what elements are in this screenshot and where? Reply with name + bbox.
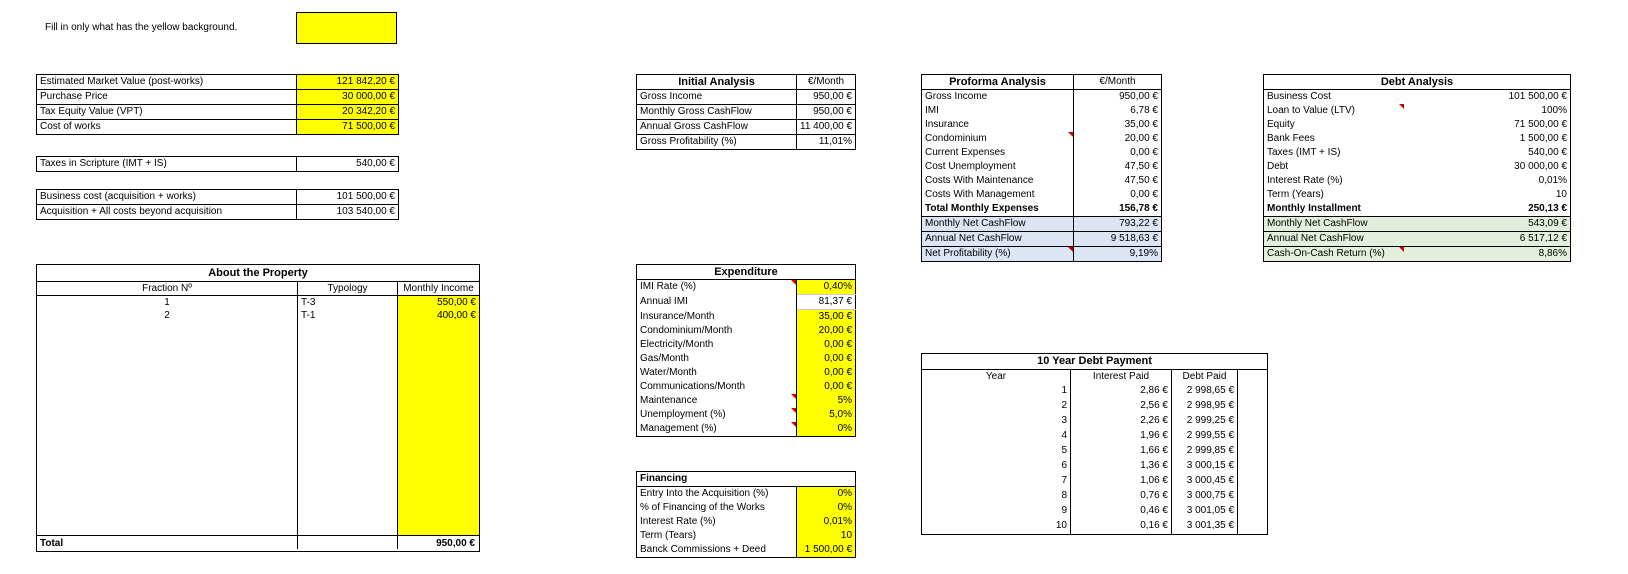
- financing-row: [637, 529, 856, 543]
- fraction-cell: 2: [164, 310, 170, 321]
- proforma-label: Costs With Maintenance: [922, 174, 1074, 188]
- fraction-cell: 1: [164, 297, 170, 308]
- column-header-typology: Typology: [298, 282, 397, 296]
- initial-label: Gross Income: [637, 90, 797, 105]
- column-header-income: Monthly Income: [398, 282, 479, 296]
- year-cell: 2: [1061, 400, 1067, 411]
- proforma-label: Gross Income: [922, 90, 1074, 105]
- financing-row: [637, 501, 856, 515]
- interest-cell: 1,66 €: [1140, 445, 1168, 456]
- debt-row: [1264, 90, 1571, 105]
- input-label: Purchase Price: [37, 90, 297, 105]
- proforma-row: [922, 160, 1162, 174]
- debt-value: 10: [1555, 189, 1567, 200]
- proforma-value: 20,00 €: [1124, 133, 1158, 144]
- debt-row: [1264, 104, 1571, 118]
- financing-label: Term (Tears): [637, 529, 797, 543]
- proforma-title: Proforma Analysis: [922, 75, 1074, 90]
- debt-result-row: [1264, 247, 1571, 262]
- interest-cell: 1,06 €: [1140, 475, 1168, 486]
- proforma-result-value: 9,19%: [1074, 247, 1162, 262]
- debt-paid-cell: 2 999,25 €: [1186, 415, 1234, 426]
- expenditure-label: Condominium/Month: [637, 324, 797, 338]
- financing-row: [637, 487, 856, 502]
- proforma-result-row: [922, 232, 1162, 247]
- expenditure-label: Annual IMI: [637, 295, 797, 310]
- input-row-cost-works: [37, 120, 399, 135]
- expenditure-row: [637, 280, 856, 295]
- proforma-result-value: 9 518,63 €: [1074, 232, 1162, 247]
- inputs-body: [37, 75, 399, 135]
- financing-header: [637, 472, 856, 487]
- expenditure-row: [637, 394, 856, 408]
- initial-analysis-table: [636, 74, 856, 150]
- initial-value: 11 400,00 €: [797, 120, 856, 135]
- interest-cell: 2,26 €: [1140, 415, 1168, 426]
- instruction-text: Fill in only what has the yellow background.: [45, 22, 238, 33]
- debt-paid-cell: 2 998,65 €: [1186, 385, 1234, 396]
- debt-paid-cell: 3 001,05 €: [1186, 505, 1234, 516]
- debt-result-row: [1264, 217, 1571, 232]
- proforma-row: [922, 188, 1162, 202]
- interest-cell: 0,76 €: [1140, 490, 1168, 501]
- initial-value: 950,00 €: [797, 105, 856, 120]
- proforma-result-row: [922, 217, 1162, 232]
- column-header-year: Year: [985, 371, 1007, 382]
- proforma-result-label: Monthly Net CashFlow: [922, 217, 1074, 232]
- debt-value: 0,01%: [1538, 175, 1567, 186]
- initial-row: [637, 120, 856, 135]
- column-header-debt-paid: Debt Paid: [1182, 371, 1227, 382]
- taxes-label: Taxes in Scripture (IMT + IS): [37, 157, 297, 172]
- costs-table: [36, 189, 399, 220]
- debt-paid-cell: 3 001,35 €: [1186, 520, 1234, 531]
- initial-title: Initial Analysis: [637, 75, 797, 90]
- annual-imi-value: 81,37 €: [797, 295, 856, 310]
- proforma-unit: €/Month: [1074, 75, 1162, 90]
- proforma-label: Current Expenses: [922, 146, 1074, 160]
- interest-cell: 0,16 €: [1140, 520, 1168, 531]
- debt-label: Interest Rate (%): [1267, 175, 1343, 186]
- debt-payment-title: 10 Year Debt Payment: [922, 354, 1267, 370]
- expenditure-label: Electricity/Month: [637, 338, 797, 352]
- debt-value: 1 500,00 €: [1519, 133, 1567, 144]
- expenditure-row: [637, 310, 856, 325]
- electricity-input[interactable]: 0,00 €: [797, 338, 856, 352]
- purchase-price-input[interactable]: 30 000,00 €: [297, 90, 399, 105]
- gas-input[interactable]: 0,00 €: [797, 352, 856, 366]
- debt-header: [1264, 75, 1571, 90]
- proforma-label: Costs With Management: [922, 188, 1074, 202]
- debt-label: Debt: [1267, 161, 1289, 172]
- expenditure-title: Expenditure: [637, 265, 856, 280]
- debt-row: [1264, 174, 1571, 188]
- debt-paid-cell: 3 000,45 €: [1186, 475, 1234, 486]
- proforma-label: IMI: [922, 104, 1074, 118]
- year-cell: 8: [1061, 490, 1067, 501]
- debt-result-label: Cash-On-Cash Return (%): [1264, 247, 1404, 262]
- insurance-input[interactable]: 35,00 €: [797, 310, 856, 325]
- financing-label: Banck Commissions + Deed: [637, 543, 797, 558]
- proforma-row: [922, 174, 1162, 188]
- vpt-input[interactable]: 20 342,20 €: [297, 105, 399, 120]
- expenditure-row: [637, 295, 856, 310]
- income-input[interactable]: 550,00 €: [437, 297, 476, 308]
- expenditure-row: [637, 338, 856, 352]
- debt-result-value: 8,86%: [1404, 247, 1571, 262]
- taxes-row: [37, 157, 399, 172]
- proforma-value: 6,78 €: [1130, 105, 1158, 116]
- debt-label: Equity: [1267, 119, 1295, 130]
- expenditure-label: Unemployment (%): [637, 408, 797, 422]
- proforma-header: [922, 75, 1162, 90]
- water-input[interactable]: 0,00 €: [797, 366, 856, 380]
- input-row-vpt: [37, 105, 399, 120]
- communications-input[interactable]: 0,00 €: [797, 380, 856, 394]
- column-header-interest: Interest Paid: [1092, 371, 1150, 382]
- property-typology-column: [298, 282, 398, 549]
- proforma-result-row: [922, 247, 1162, 262]
- proforma-row: [922, 104, 1162, 118]
- initial-row: [637, 105, 856, 120]
- year-cell: 6: [1061, 460, 1067, 471]
- debt-label: Taxes (IMT + IS): [1267, 147, 1341, 158]
- maintenance-input[interactable]: 5%: [797, 394, 856, 408]
- bank-commissions-input[interactable]: 1 500,00 €: [797, 543, 856, 558]
- input-label: Tax Equity Value (VPT): [37, 105, 297, 120]
- property-fraction-column: [37, 282, 298, 549]
- input-label: Estimated Market Value (post-works): [37, 75, 297, 90]
- proforma-result-label: Annual Net CashFlow: [922, 232, 1074, 247]
- debt-total-label: Monthly Installment: [1267, 203, 1361, 214]
- expenditure-row: [637, 380, 856, 394]
- proforma-result-label: Net Profitability (%): [922, 247, 1074, 262]
- financing-works-input[interactable]: 0%: [797, 501, 856, 515]
- proforma-total-row: [922, 202, 1162, 217]
- proforma-value: 47,50 €: [1124, 175, 1158, 186]
- debt-analysis-table: [1263, 74, 1571, 262]
- expenditure-table: [636, 264, 856, 437]
- debt-label: Bank Fees: [1267, 133, 1315, 144]
- property-total-row: [37, 535, 479, 551]
- column-header-fraction: Fraction Nº: [37, 282, 297, 296]
- inputs-table: [36, 74, 399, 135]
- interest-column: [1071, 370, 1172, 534]
- year-cell: 5: [1061, 445, 1067, 456]
- proforma-value: 47,50 €: [1124, 161, 1158, 172]
- interest-cell: 2,86 €: [1140, 385, 1168, 396]
- initial-value: 11,01%: [818, 136, 852, 147]
- debt-total-value: 250,13 €: [1528, 203, 1567, 214]
- initial-row: [637, 90, 856, 105]
- financing-label: Interest Rate (%): [637, 515, 797, 529]
- management-input[interactable]: 0%: [797, 422, 856, 437]
- proforma-value: 35,00 €: [1124, 119, 1158, 130]
- expenditure-label: Maintenance: [637, 394, 797, 408]
- debt-paid-column: [1172, 370, 1238, 534]
- financing-title: Financing: [637, 472, 856, 487]
- expenditure-label: Insurance/Month: [637, 310, 797, 325]
- year-cell: 10: [1055, 520, 1067, 531]
- financing-row: [637, 515, 856, 529]
- debt-title: Debt Analysis: [1264, 75, 1571, 90]
- expenditure-label: Communications/Month: [637, 380, 797, 394]
- debt-row: [1264, 146, 1571, 160]
- year-cell: 7: [1061, 475, 1067, 486]
- debt-total-row: [1264, 202, 1571, 217]
- debt-paid-cell: 3 000,75 €: [1186, 490, 1234, 501]
- debt-row: [1264, 118, 1571, 132]
- interest-rate-input[interactable]: 0,01%: [797, 515, 856, 529]
- debt-value: 101 500,00 €: [1508, 91, 1567, 102]
- property-table: [36, 264, 480, 552]
- interest-cell: 0,46 €: [1140, 505, 1168, 516]
- proforma-row: [922, 90, 1162, 105]
- debt-value: 71 500,00 €: [1514, 119, 1567, 130]
- debt-result-label: Annual Net CashFlow: [1264, 232, 1404, 247]
- initial-label: Annual Gross CashFlow: [637, 120, 797, 135]
- proforma-total-label: Total Monthly Expenses: [922, 202, 1074, 217]
- proforma-row: [922, 146, 1162, 160]
- input-label: Cost of works: [37, 120, 297, 135]
- typology-cell: T-1: [301, 310, 316, 321]
- property-income-column: [398, 282, 479, 549]
- income-input-area[interactable]: [398, 296, 479, 535]
- debt-paid-cell: 3 000,15 €: [1186, 460, 1234, 471]
- proforma-table: [921, 74, 1162, 262]
- year-cell: 4: [1061, 430, 1067, 441]
- financing-label: % of Financing of the Works: [637, 501, 797, 515]
- expenditure-label: IMI Rate (%): [637, 280, 797, 295]
- initial-row: [637, 135, 856, 150]
- debt-value: 30 000,00 €: [1514, 161, 1567, 172]
- debt-paid-cell: 2 998,95 €: [1186, 400, 1234, 411]
- input-row-purchase-price: [37, 90, 399, 105]
- cost-works-input[interactable]: 71 500,00 €: [297, 120, 399, 135]
- debt-payment-table: [921, 353, 1268, 535]
- costs-row: [37, 205, 399, 220]
- acquisition-total-value: 103 540,00 €: [336, 206, 395, 217]
- initial-header: [637, 75, 856, 90]
- typology-cell: T-3: [301, 297, 316, 308]
- proforma-row: [922, 132, 1162, 146]
- expenditure-row: [637, 352, 856, 366]
- initial-unit: €/Month: [797, 75, 856, 90]
- debt-label: Term (Years): [1267, 189, 1324, 200]
- income-input[interactable]: 400,00 €: [437, 310, 476, 321]
- property-title: About the Property: [37, 265, 479, 282]
- expenditure-label: Water/Month: [637, 366, 797, 380]
- market-value-input[interactable]: 121 842,20 €: [297, 75, 399, 90]
- debt-result-label: Monthly Net CashFlow: [1264, 217, 1404, 232]
- initial-value: 950,00 €: [797, 90, 856, 105]
- year-column: [922, 370, 1071, 534]
- debt-result-value: 543,09 €: [1404, 217, 1571, 232]
- proforma-value: 950,00 €: [1119, 91, 1158, 102]
- debt-result-row: [1264, 232, 1571, 247]
- expenditure-row: [637, 422, 856, 437]
- taxes-value: 540,00 €: [356, 158, 395, 169]
- debt-row: [1264, 132, 1571, 146]
- debt-paid-cell: 2 999,85 €: [1186, 445, 1234, 456]
- initial-label: Gross Profitability (%): [637, 135, 797, 150]
- financing-label: Entry Into the Acquisition (%): [637, 487, 797, 502]
- entry-acquisition-input[interactable]: 0%: [797, 487, 856, 502]
- costs-label: Business cost (acquisition + works): [37, 190, 297, 205]
- proforma-total-value: 156,78 €: [1119, 203, 1158, 214]
- business-cost-value: 101 500,00 €: [297, 190, 399, 205]
- interest-cell: 1,96 €: [1140, 430, 1168, 441]
- proforma-label: Insurance: [922, 118, 1074, 132]
- term-input[interactable]: 10: [797, 529, 856, 543]
- expenditure-header: [637, 265, 856, 280]
- year-cell: 1: [1061, 385, 1067, 396]
- debt-paid-cell: 2 999,55 €: [1186, 430, 1234, 441]
- costs-row: [37, 190, 399, 205]
- proforma-value: 0,00 €: [1130, 189, 1158, 200]
- interest-cell: 2,56 €: [1140, 400, 1168, 411]
- total-value: 950,00 €: [436, 538, 475, 549]
- input-row-market-value: [37, 75, 399, 90]
- debt-value: 100%: [1541, 105, 1567, 116]
- imi-rate-input[interactable]: 0,40%: [797, 280, 856, 295]
- proforma-label: Condominium: [922, 132, 1074, 146]
- unemployment-input[interactable]: 5,0%: [797, 408, 856, 422]
- debt-row: [1264, 160, 1571, 174]
- year-cell: 3: [1061, 415, 1067, 426]
- financing-row: [637, 543, 856, 558]
- financing-table: [636, 471, 856, 558]
- condominium-input[interactable]: 20,00 €: [797, 324, 856, 338]
- debt-result-value: 6 517,12 €: [1404, 232, 1571, 247]
- proforma-result-value: 793,22 €: [1074, 217, 1162, 232]
- debt-value: 540,00 €: [1528, 147, 1567, 158]
- expenditure-label: Gas/Month: [637, 352, 797, 366]
- costs-label: Acquisition + All costs beyond acquisition: [37, 205, 297, 220]
- initial-label: Monthly Gross CashFlow: [637, 105, 797, 120]
- proforma-label: Cost Unemployment: [922, 160, 1074, 174]
- expenditure-row: [637, 408, 856, 422]
- proforma-value: 0,00 €: [1130, 147, 1158, 158]
- debt-label: Loan to Value (LTV): [1264, 104, 1404, 118]
- year-cell: 9: [1061, 505, 1067, 516]
- debt-label: Business Cost: [1267, 91, 1331, 102]
- interest-cell: 1,36 €: [1140, 460, 1168, 471]
- total-label: Total: [40, 538, 64, 549]
- expenditure-row: [637, 324, 856, 338]
- taxes-table: [36, 156, 399, 172]
- yellow-legend-swatch: [296, 12, 397, 44]
- expenditure-label: Management (%): [637, 422, 797, 437]
- proforma-row: [922, 118, 1162, 132]
- expenditure-row: [637, 366, 856, 380]
- debt-row: [1264, 188, 1571, 202]
